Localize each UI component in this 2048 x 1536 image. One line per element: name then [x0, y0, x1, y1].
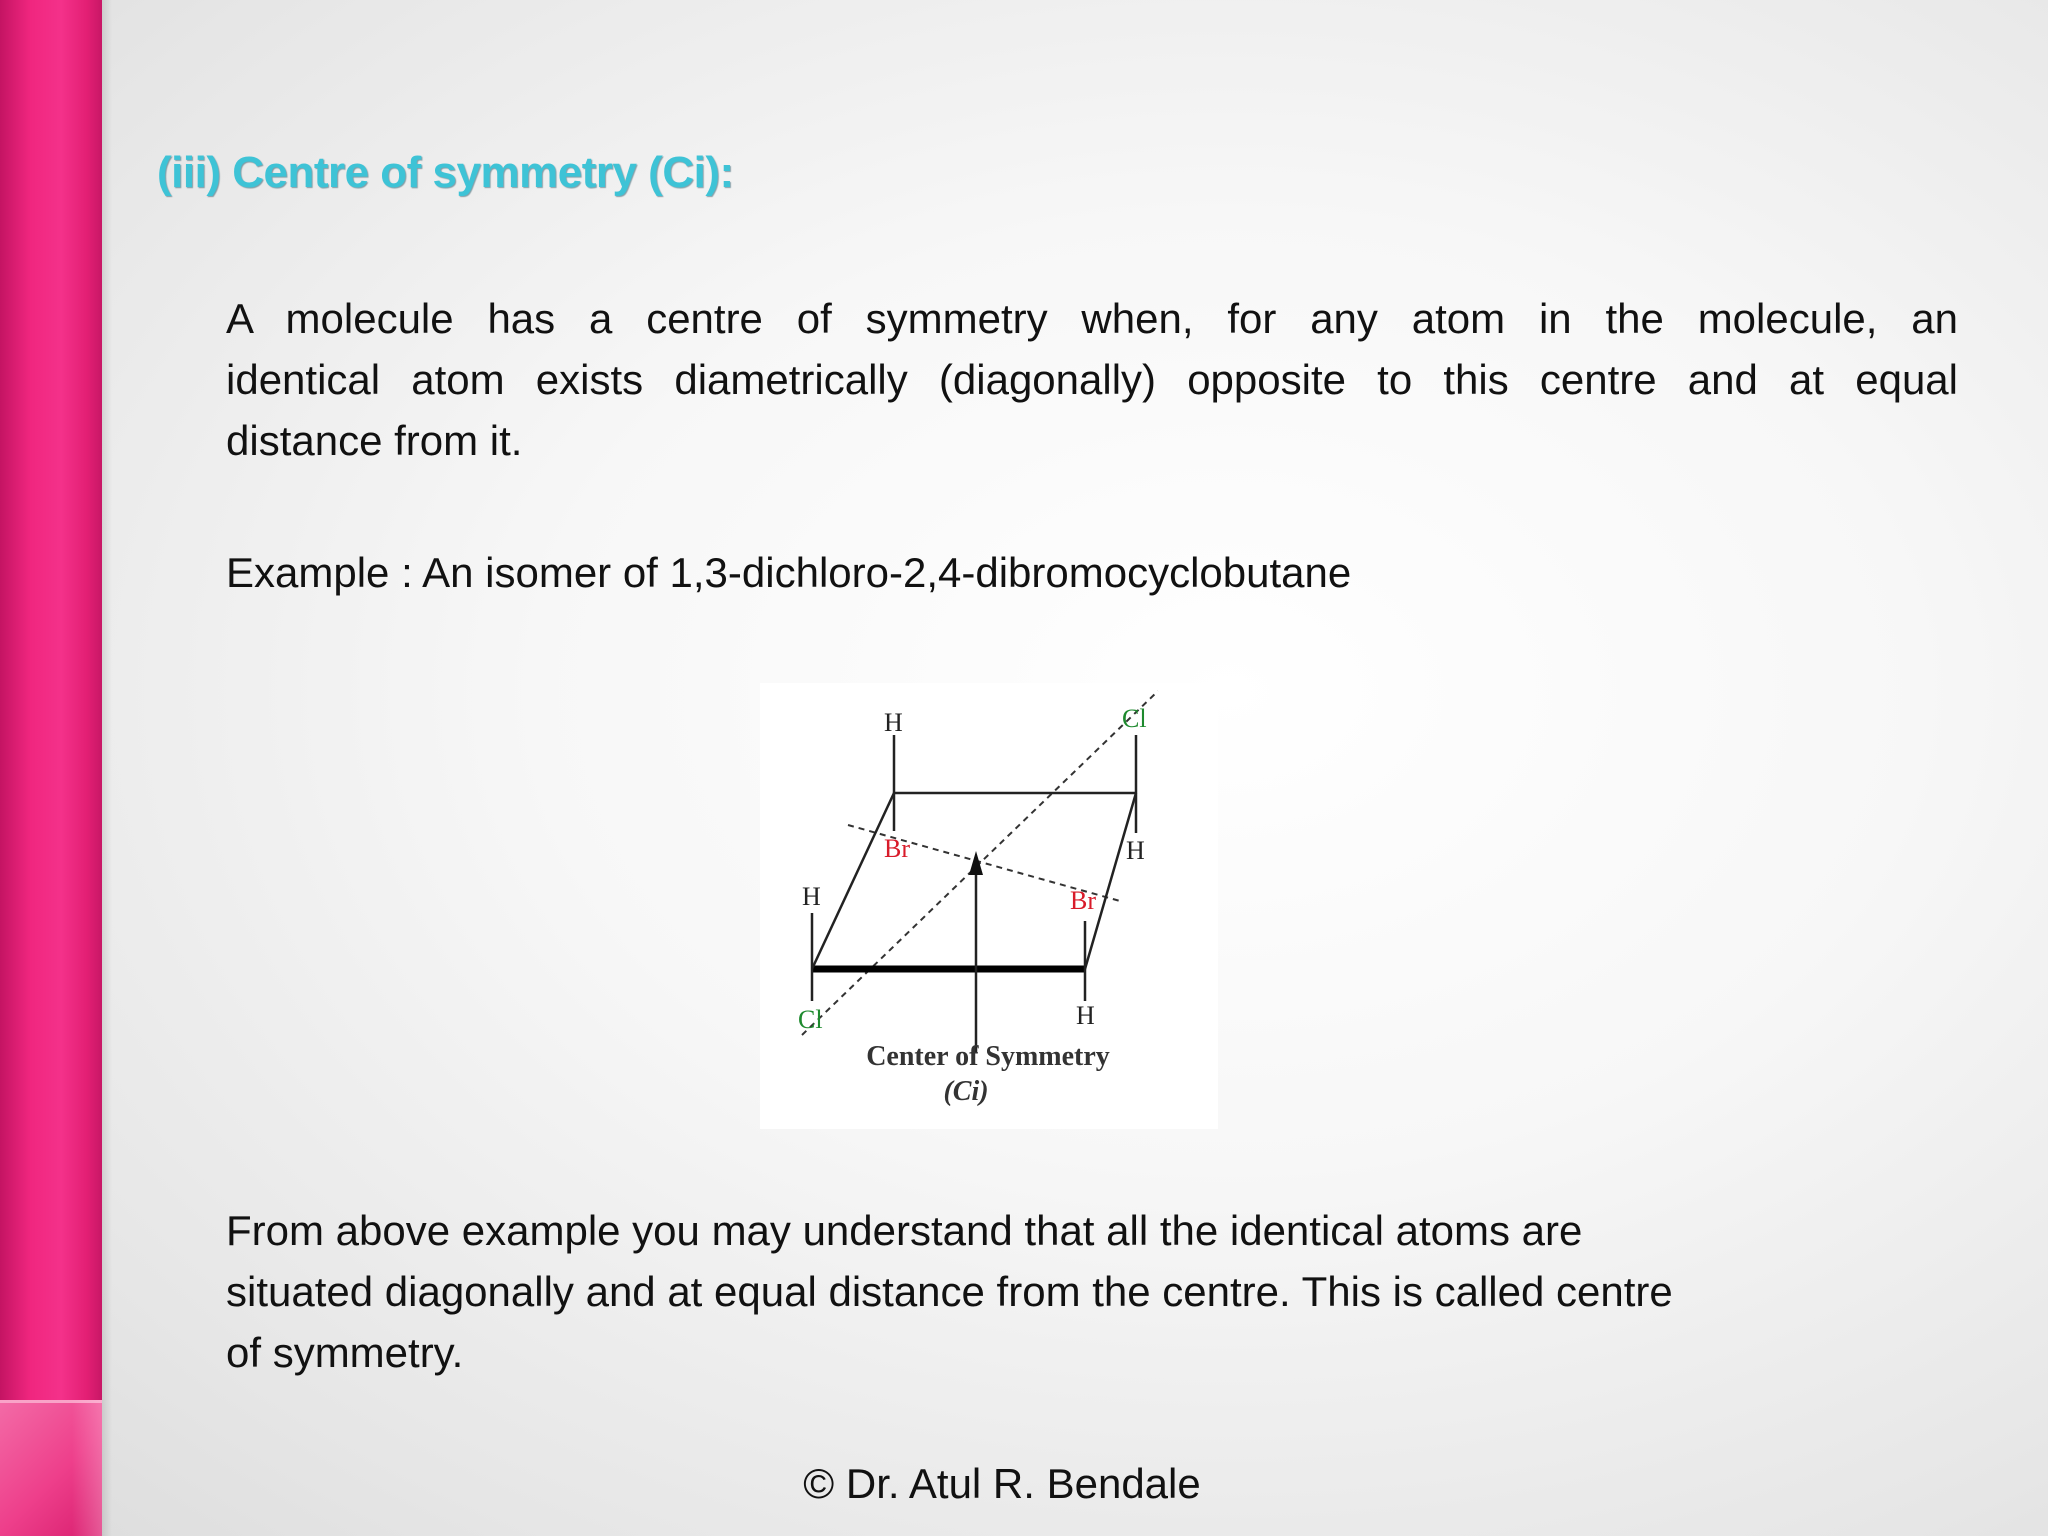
definition-line-3: distance from it.	[226, 417, 523, 464]
atom-cl-top: Cl	[1122, 704, 1147, 733]
atom-cl-bottom: Cl	[798, 1005, 823, 1034]
cyclobutane-diagram-svg	[760, 683, 1218, 1129]
atom-h-top: H	[884, 708, 903, 737]
ring-bond-left	[812, 793, 894, 969]
diagram-caption: Center of Symmetry	[866, 1041, 1110, 1072]
atom-h-bottom: H	[1076, 1001, 1095, 1030]
definition-line-1: A molecule has a centre of symmetry when, for any atom in the molecule, an	[226, 295, 1958, 342]
side-bar-shadow	[102, 0, 112, 1536]
copyright-footer	[0, 1460, 2048, 1508]
slide-heading: (iii) Centre of symmetry (Ci):	[157, 148, 734, 197]
example-text: Example : An isomer of 1,3-dichloro-2,4-dibromocyclobutane	[226, 549, 1352, 596]
cl-symmetry-axis	[802, 691, 1158, 1035]
atom-h-left: H	[802, 882, 821, 911]
atom-br-left: Br	[884, 834, 910, 863]
diagram-caption-symbol: (Ci)	[943, 1076, 989, 1107]
cyclobutane-diagram	[760, 683, 1218, 1129]
conclusion-line-1: From above example you may understand that all the identical atoms are	[226, 1207, 1583, 1254]
definition-paragraph	[226, 288, 1958, 471]
copyright-text: © Dr. Atul R. Bendale	[803, 1460, 1201, 1507]
atom-h-right: H	[1126, 836, 1145, 865]
conclusion-line-2: situated diagonally and at equal distance from the centre. This is called centre	[226, 1268, 1673, 1315]
center-arrow-head	[969, 851, 983, 875]
decorative-side-bar	[0, 0, 102, 1536]
conclusion-line-3: of symmetry.	[226, 1329, 464, 1376]
definition-line-2: identical atom exists diametrically (diagonally) opposite to this centre and at equal	[226, 356, 1958, 403]
conclusion-paragraph	[226, 1200, 1958, 1383]
atom-br-right: Br	[1070, 886, 1096, 915]
ring-bond-right	[1085, 793, 1136, 969]
